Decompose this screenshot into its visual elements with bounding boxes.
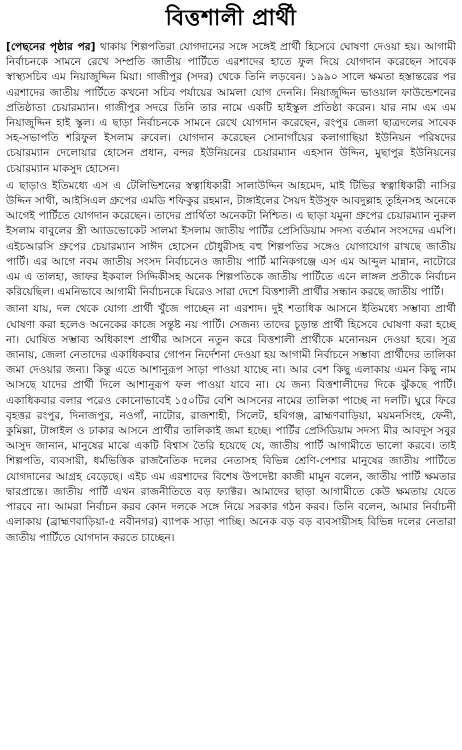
headline-area	[0, 0, 462, 41]
article-headline: বিত্তশালী প্রার্থী	[165, 6, 297, 31]
paragraph-1-text: থাকায় শিল্পপতিরা যোগদানের সঙ্গে সঙ্গেই প্রার্থী হিসেবে ঘোষণা দেওয়া হয়। আগামী নির্বাচনকে সামনে রেখে সম্প্রতি জাতীয় পার্টিতে এরশাদের হাতে ফুল দিয়ে যোগদান করেছেন সাবেক স্বাস্থ্যসচিব এম নিয়াজুদ্দিন মিয়া। গাজীপুর (সদর) থেকে তিনি লড়বেন। ১৯৯০ সালে ক্ষমতা হস্তান্তরের পর এরশাদের জাতীয় পার্টিতে কখনো সচিব পর্যায়ের আমলা যোগ দেননি। নিয়াজুদ্দিন ভাওয়াল ফাউন্ডেশনের প্রতিষ্ঠাতা চেয়ারম্যান। গাজীপুর সদরে তিনি তার নামে একটি হাইস্কুল প্রতিষ্ঠা করেন। যার নাম এম এম নিয়াজুদ্দিন হাই স্কুল। এ ছাড়া নির্বাচনকে সামনে রেখে যোগদান করেছেন, রংপুর জেলা ছাত্রদলের সাবেক সহ-সভাপতি শরিফুল ইসলাম রুবেল। যোগদান করেছেন সোনাগাঁয়ের কলাগাছিয়া ইউনিয়ন পরিষদের চেয়ারম্যান দেলোয়ার হোসেন প্রধান, বন্দর ইউনিয়নের চেয়ারম্যান এহসান উদ্দিন, মুছাপুর ইউনিয়নের চেয়ারম্যান মাকসুদ হোসেন।	[6, 41, 457, 175]
continued-from-label: [পেছনের পৃষ্ঠার পর]	[6, 41, 96, 53]
article-paragraph-3	[6, 302, 456, 545]
paragraph-3-text: জানা যায়, দল থেকে যোগ্য প্রার্থী খুঁজে পাচ্ছেন না এরশাদ। দুই শতাধিক আসনে ইতিমধ্যে সম্ভাব্য প্রার্থী ঘোষণা করা হলেও অনেকের কাজে সন্তুষ্ট নয় পার্টি। সেজন্য তাদের চূড়ান্ত প্রার্থী হিসেবে ঘোষণা করা হচ্ছে না। ঘোষিত সম্ভাব্য অধিকাংশ প্রার্থীর আসনে নতুন করে বিত্তশালী প্রার্থীকে মনোনয়ন দেওয়া হবে। সূত্র জানায়, জেলা নেতাদের একাধিকবার গোপন নির্দেশনা দেওয়া হয় আগামী নির্বাচনে সম্ভাব্য প্রার্থীদের তালিকা জমা দেওয়ার জন্য। কিন্তু এতে আশানুরূপ সাড়া পাওয়া যাচ্ছে না। আর বেশ কিছু এলাকায় এমন কিছু নাম আসছে যাদের প্রার্থী দিলে আশানুরূপ ফল পাওয়া যাবে না। যে জন্য বিত্তশালীদের দিকে ঝুঁকছে পার্টি। একাধিকবার বলার পরেও কোনোভাবেই ১৫০টির বেশি আসনের নামের তালিকা পাচ্ছে না দলটি। ঘুরে ফিরে বৃহত্তর রংপুর, দিনাজপুর, নওগাঁ, নাটোর, রাজশাহী, সিলেট, হবিগঞ্জ, ব্রাহ্মণবাড়িয়া, ময়মনসিংহ, ফেনী, কুমিল্লা, টাঙ্গাইল ও ঢাকার আসনে প্রার্থীর তালিকাই জমা হচ্ছে। পার্টির প্রেসিডিয়াম সদস্য মীর আবদুস সবুর আসুদ জানান, মানুষের মাঝে একটি বিশ্বাস তৈরি হয়েছে যে, জাতীয় পার্টি আগামীতে ভালো করবে। তাই শিল্পপতি, ব্যবসায়ী, ধর্মভিত্তিক রাজনৈতিক দলের নেতাসহ বিভিন্ন শ্রেণি-পেশার মানুষের জাতীয় পার্টিতে যোগদানের আগ্রহ বেড়েছে। এইচ এম এরশাদের বিশেষ উপদেষ্টা কাজী মামুন বলেন, জাতীয় পার্টি ক্ষমতার দ্বারপ্রান্তে। জাতীয় পার্টি এখন রাজনীতিতে বড় ফ্যাক্টর। আমাদের ছাড়া আগামীতে কেউ ক্ষমতায় যেতে পারবে না। আমরা নির্বাচন করব কোন দলকে সঙ্গে নিয়ে সরকার গঠন করব। তিনি বলেন, আমার নির্বাচনী এলাকায় (ব্রাহ্মণবাড়িয়া-৫ নবীনগর) ব্যাপক সাড়া পাচ্ছি। অনেক বড় বড় ব্যবসায়ীসহ বিভিন্ন দলের নেতারা জাতীয় পার্টিতে যোগদান করতে চাচ্ছেন।	[6, 303, 456, 544]
article-paragraph-1	[6, 40, 456, 177]
paragraph-2-text: এ ছাড়াও ইতিমধ্যে এস এ টেলিভিশনের স্বত্বাধিকারী সালাউদ্দিন আহমেদ, মাই টিভির স্বত্বাধিকারী নাসির উদ্দিন সাথী, আইসিএল গ্রুপের এমডি শফিকুর রহমান, টাঙ্গাইলের সৈয়দ ইউসুফ আবদুল্লাহ তুহিনসহ অনেকে আগেই পার্টিতে যোগদান করেছেন। তাদের প্রার্থিতা অনেকটা নিশ্চিত। এ ছাড়া যমুনা গ্রুপের চেয়ারম্যান নুরুল ইসলাম বাবুলের স্ত্রী অ্যাডভোকেট সালমা ইসলাম জাতীয় পার্টির প্রেসিডিয়াম সদস্য বর্তমান সংসদের এমপি। এইচআরসি গ্রুপের চেয়ারম্যান সাঈদ হোসেন চৌধুরীসহ বহু শিল্পপতির সঙ্গেও যোগাযোগ রাখছে জাতীয় পার্টি। এর আগে নবম জাতীয় সংসদ নির্বাচনেও জাতীয় পার্টি মানিকগঞ্জে এস এম আব্দুল মান্নান, নাটোরে এম এ তালহা, জাফর ইকবাল সিদ্দিকীসহ অনেক শিল্পপতিকে জাতীয় পার্টিতে এনে লাঙ্গল প্রতীকে নির্বাচন করিয়েছিল। এমনিভাবে আগামী নির্বাচনকে ঘিরেও সারা দেশে বিত্তশালী প্রার্থীর সন্ধান করছে জাতীয় পার্টি।	[6, 179, 456, 299]
article-body	[6, 40, 456, 546]
article-paragraph-2	[6, 179, 456, 301]
